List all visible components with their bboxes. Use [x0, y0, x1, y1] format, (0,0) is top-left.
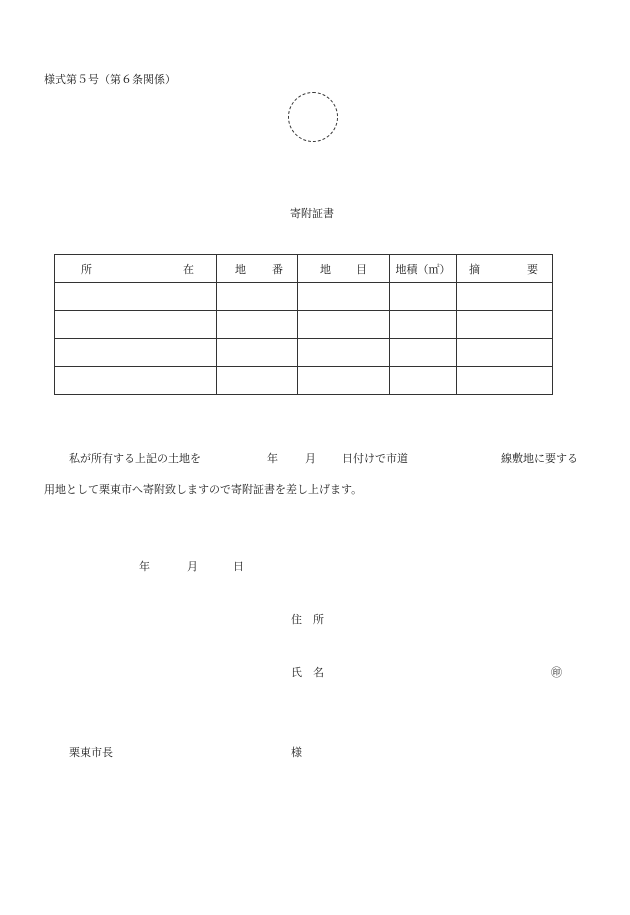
body-line2: 用地として栗東市へ寄附致しますので寄附証書を差し上げます。 — [44, 483, 363, 496]
cell-area — [390, 339, 457, 367]
header-lot-char2: 番 — [272, 262, 283, 276]
table-row — [55, 339, 553, 367]
body-line1-prefix: 私が所有する上記の土地を — [69, 452, 201, 465]
header-location-char1: 所 — [81, 262, 92, 276]
cell-lot-number — [217, 339, 298, 367]
cell-location — [55, 311, 217, 339]
body-month: 月 — [305, 452, 316, 465]
header-land-category — [298, 255, 390, 283]
header-location — [55, 255, 217, 283]
body-year: 年 — [267, 452, 278, 465]
table-row — [55, 311, 553, 339]
cell-remarks — [457, 339, 553, 367]
cell-land-category — [298, 311, 390, 339]
header-category-char2: 目 — [356, 262, 367, 276]
header-area-label: 地積（㎡） — [395, 262, 451, 276]
cell-location — [55, 339, 217, 367]
cell-location — [55, 283, 217, 311]
seal-mark: ㊞ — [551, 666, 562, 679]
cell-remarks — [457, 311, 553, 339]
cell-remarks — [457, 367, 553, 395]
header-remarks — [457, 255, 553, 283]
cell-area — [390, 311, 457, 339]
table-row — [55, 283, 553, 311]
body-line1-suffix: 線敷地に要する — [501, 452, 578, 465]
cell-lot-number — [217, 283, 298, 311]
header-lot-char1: 地 — [235, 262, 246, 276]
table-header-row — [55, 255, 553, 283]
cell-land-category — [298, 283, 390, 311]
header-area — [390, 255, 457, 283]
document-title: 寄附証書 — [290, 207, 334, 220]
cell-area — [390, 367, 457, 395]
table-row — [55, 367, 553, 395]
date-day: 日 — [233, 560, 244, 573]
cell-land-category — [298, 367, 390, 395]
land-table — [54, 254, 553, 395]
cell-remarks — [457, 283, 553, 311]
body-date-suffix: 日付けで市道 — [342, 452, 408, 465]
header-location-char2: 在 — [183, 262, 194, 276]
header-remarks-char1: 摘 — [469, 262, 480, 276]
cell-land-category — [298, 339, 390, 367]
header-category-char1: 地 — [320, 262, 331, 276]
header-remarks-char2: 要 — [527, 262, 538, 276]
addressee: 栗東市長 — [69, 746, 113, 759]
date-month: 月 — [187, 560, 198, 573]
seal-circle — [288, 92, 338, 142]
name-label: 氏 名 — [291, 666, 324, 679]
cell-lot-number — [217, 311, 298, 339]
date-year: 年 — [139, 560, 150, 573]
address-label: 住 所 — [291, 613, 324, 626]
honorific: 様 — [291, 746, 302, 759]
form-number: 様式第５号（第６条関係） — [44, 73, 176, 86]
header-lot-number — [217, 255, 298, 283]
cell-area — [390, 283, 457, 311]
cell-location — [55, 367, 217, 395]
cell-lot-number — [217, 367, 298, 395]
